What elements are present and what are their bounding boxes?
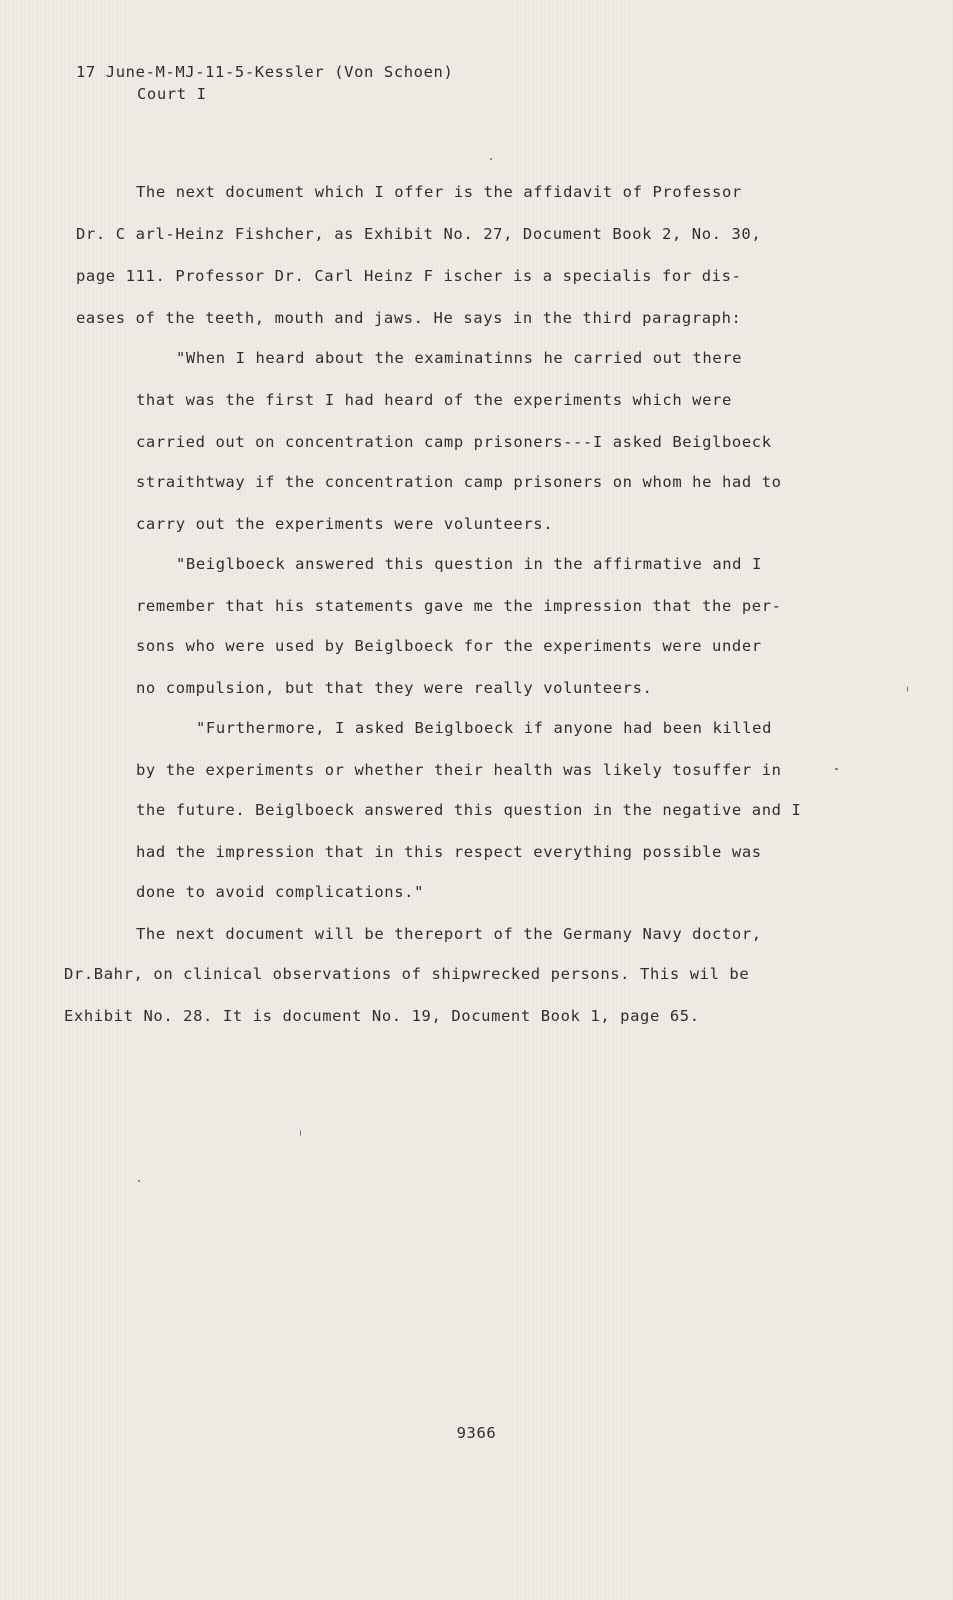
- body-line: carried out on concentration camp prisoners---I asked Beiglboeck: [136, 433, 772, 451]
- body-line: done to avoid complications.": [136, 883, 425, 901]
- body-line: The next document which I offer is the affidavit of Professor: [136, 183, 742, 201]
- scan-speck: [138, 1180, 140, 1182]
- body-line: remember that his statements gave me the impression that the per-: [136, 597, 782, 615]
- body-line: "When I heard about the examinatinns he carried out there: [176, 349, 743, 367]
- body-line: "Beiglboeck answered this question in the affirmative and I: [176, 555, 762, 573]
- body-line: that was the first I had heard of the experiments which were: [136, 391, 732, 409]
- body-line: Dr.Bahr, on clinical observations of shipwrecked persons. This wil be: [64, 965, 750, 983]
- body-line: The next document will be thereport of the Germany Navy doctor,: [136, 925, 762, 943]
- scan-speck: [490, 158, 492, 160]
- body-line: straithtway if the concentration camp prisoners on whom he had to: [136, 473, 782, 491]
- scan-speck: [907, 686, 908, 692]
- header-court-line: Court I: [137, 85, 207, 103]
- body-line: Dr. C arl-Heinz Fishcher, as Exhibit No. 27, Document Book 2, No. 30,: [76, 225, 762, 243]
- page-number: 9366: [456, 1424, 497, 1442]
- body-line: the future. Beiglboeck answered this question in the negative and I: [136, 801, 802, 819]
- body-line: no compulsion, but that they were really volunteers.: [136, 679, 653, 697]
- body-line: sons who were used by Beiglboeck for the experiments were under: [136, 637, 762, 655]
- scan-speck: [300, 1130, 301, 1136]
- body-line: had the impression that in this respect everything possible was: [136, 843, 762, 861]
- body-line: Exhibit No. 28. It is document No. 19, Document Book 1, page 65.: [64, 1007, 700, 1025]
- body-line: carry out the experiments were volunteers.: [136, 515, 554, 533]
- header-case-line: 17 June-M-MJ-11-5-Kessler (Von Schoen): [76, 63, 454, 81]
- body-line: by the experiments or whether their health was likely tosuffer in: [136, 761, 782, 779]
- scan-speck: [835, 768, 838, 770]
- body-line: page 111. Professor Dr. Carl Heinz F ischer is a specialis for dis-: [76, 267, 742, 285]
- body-line: eases of the teeth, mouth and jaws. He says in the third paragraph:: [76, 309, 742, 327]
- body-line: "Furthermore, I asked Beiglboeck if anyone had been killed: [196, 719, 773, 737]
